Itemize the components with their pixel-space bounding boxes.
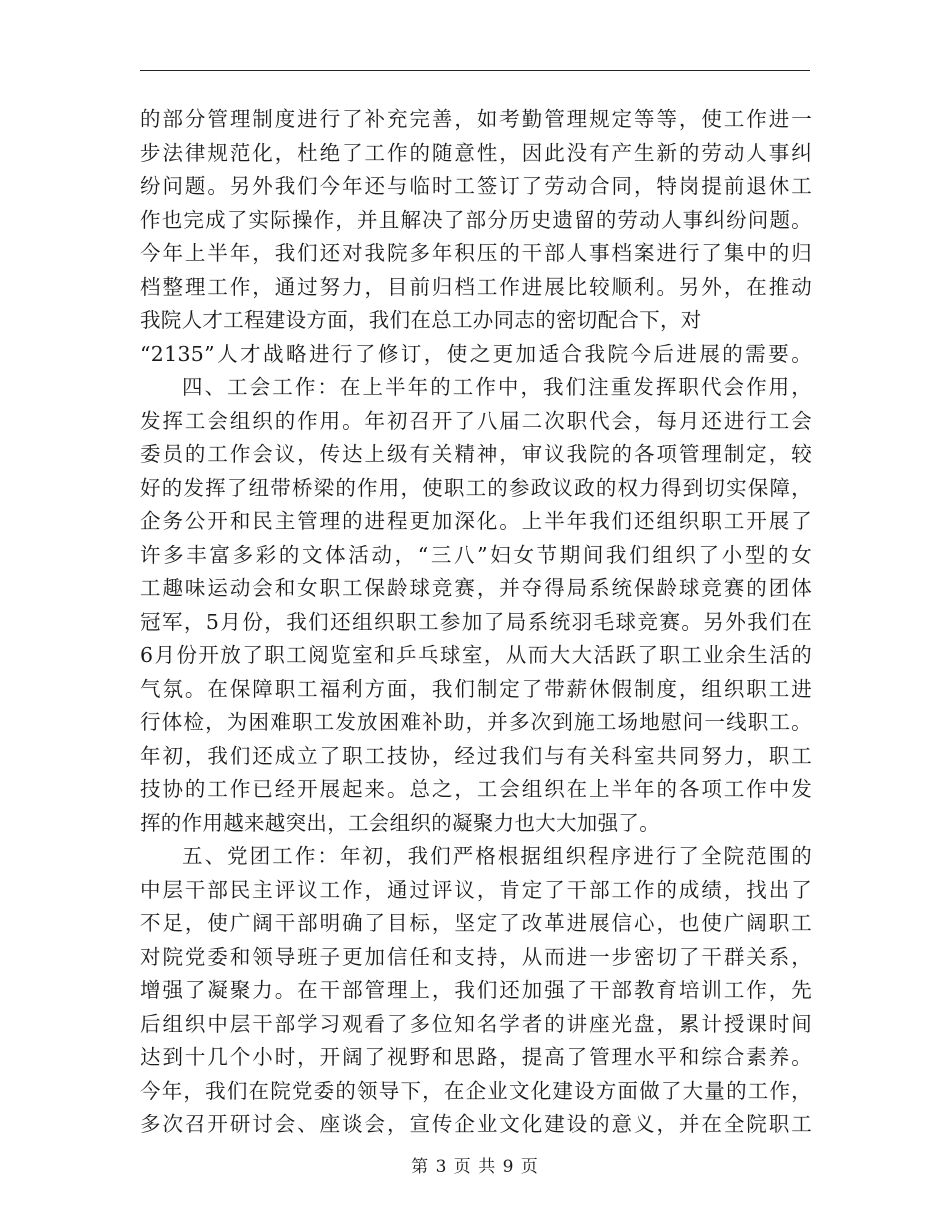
text-line: 作也完成了实际操作，并且解决了部分历史遗留的劳动人事纠纷问题。 bbox=[140, 207, 812, 232]
text-line: 挥的作用越来越突出，工会组织的凝聚力也大大加强了。 bbox=[140, 810, 660, 835]
text-line: 达到十几个小时，开阔了视野和思路，提高了管理水平和综合素养。 bbox=[140, 1045, 812, 1069]
text-line: 委员的工作会议，传达上级有关精神，审议我院的各项管理制定，较 bbox=[140, 442, 812, 466]
text-line: 好的发挥了纽带桥梁的作用，使职工的参政议政的权力得到切实保障， bbox=[140, 475, 812, 500]
text-line: 多次召开研讨会、座谈会，宣传企业文化建设的意义，并在全院职工 bbox=[140, 1112, 812, 1136]
text-line: 中层干部民主评议工作，通过评议，肯定了干部工作的成绩，找出了 bbox=[140, 877, 812, 902]
text-line: 步法律规范化，杜绝了工作的随意性，因此没有产生新的劳动人事纠 bbox=[140, 140, 812, 165]
text-line: 后组织中层干部学习观看了多位知名学者的讲座光盘，累计授课时间 bbox=[140, 1011, 812, 1036]
text-line: 年初，我们还成立了职工技协，经过我们与有关科室共同努力，职工 bbox=[140, 743, 812, 768]
text-line: “2135”人才战略进行了修订，使之更加适合我院今后进展的需要。 bbox=[140, 341, 812, 366]
text-line: 今年上半年，我们还对我院多年积压的干部人事档案进行了集中的归 bbox=[140, 241, 812, 265]
text-line: 今年，我们在院党委的领导下，在企业文化建设方面做了大量的工作， bbox=[140, 1078, 812, 1103]
body-text bbox=[140, 103, 812, 1142]
text-line: 增强了凝聚力。在干部管理上，我们还加强了干部教育培训工作，先 bbox=[140, 978, 812, 1002]
text-line: 企务公开和民主管理的进程更加深化。上半年我们还组织职工开展了 bbox=[140, 509, 812, 533]
text-line: 发挥工会组织的作用。年初召开了八届二次职代会，每月还进行工会 bbox=[140, 408, 812, 433]
text-line: 五、党团工作：年初，我们严格根据组织程序进行了全院范围的 bbox=[182, 844, 812, 868]
text-line: 冠军，5月份，我们还组织职工参加了局系统羽毛球竞赛。另外我们在 bbox=[140, 609, 812, 634]
text-line: 四、工会工作：在上半年的工作中，我们注重发挥职代会作用， bbox=[182, 375, 812, 399]
text-line: 档整理工作，通过努力，目前归档工作进展比较顺利。另外，在推动 bbox=[140, 274, 812, 299]
header-rule bbox=[140, 70, 810, 71]
text-line: 许多丰富多彩的文体活动，“三八”妇女节期间我们组织了小型的女 bbox=[140, 542, 812, 567]
text-line: 技协的工作已经开展起来。总之，工会组织在上半年的各项工作中发 bbox=[140, 777, 812, 801]
text-line: 工趣味运动会和女职工保龄球竞赛，并夺得局系统保龄球竞赛的团体 bbox=[140, 576, 812, 600]
text-line: 的部分管理制度进行了补充完善，如考勤管理规定等等，使工作进一 bbox=[140, 107, 812, 131]
text-line: 纷问题。另外我们今年还与临时工签订了劳动合同，特岗提前退休工 bbox=[140, 174, 812, 198]
text-line: 不足，使广阔干部明确了目标，坚定了改革进展信心，也使广阔职工 bbox=[140, 911, 812, 935]
page-number-footer: 第 3 页 共 9 页 bbox=[411, 1157, 539, 1177]
text-line: 对院党委和领导班子更加信任和支持，从而进一步密切了干群关系， bbox=[140, 944, 812, 969]
text-line: 行体检，为困难职工发放困难补助，并多次到施工场地慰问一线职工。 bbox=[140, 710, 812, 734]
text-line: 6月份开放了职工阅览室和乒乓球室，从而大大活跃了职工业余生活的 bbox=[140, 643, 812, 667]
text-line: 气氛。在保障职工福利方面，我们制定了带薪休假制度，组织职工进 bbox=[140, 676, 812, 701]
text-line: 我院人才工程建设方面，我们在总工办同志的密切配合下，对 bbox=[140, 308, 702, 332]
